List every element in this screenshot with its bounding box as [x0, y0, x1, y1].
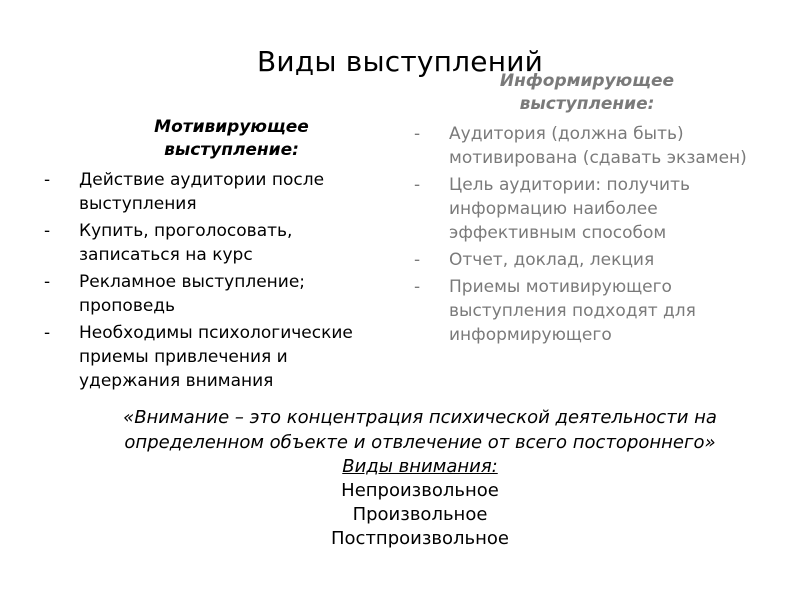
dash-bullet: - [414, 250, 421, 270]
quote-open-mark: « [123, 407, 135, 428]
list-item-text: Действие аудитории после выступления [79, 170, 325, 214]
list-item [414, 173, 754, 245]
quote-close-mark: » [704, 432, 716, 453]
attention-type-item: Произвольное [352, 504, 488, 525]
list-item [414, 275, 754, 347]
attention-definition-block [60, 405, 780, 551]
list-item-text: Рекламное выступление; проповедь [79, 272, 306, 316]
attention-types-heading: Виды внимания: [342, 456, 498, 477]
attention-definition-quote [60, 405, 780, 455]
list-item-text: Купить, проголосовать, записаться на курс [79, 221, 293, 265]
quote-text: Внимание – это концентрация психической деятельности на определенном объекте и отвлечение от всего постороннего [124, 407, 717, 453]
informing-heading-line1: Информирующее [499, 71, 675, 91]
dash-bullet: - [44, 170, 51, 190]
list-item [44, 270, 384, 318]
informing-heading-line2: выступление: [519, 94, 655, 114]
motivating-speech-list [44, 168, 384, 393]
motivating-speech-heading [44, 116, 419, 162]
dash-bullet: - [414, 124, 421, 144]
list-item [414, 122, 754, 170]
dash-bullet: - [44, 272, 51, 292]
list-item-text: Аудитория (должна быть) мотивирована (сдавать экзамен) [449, 124, 747, 168]
dash-bullet: - [414, 277, 421, 297]
motivating-speech-column [44, 116, 384, 396]
informing-speech-heading [414, 70, 760, 116]
list-item-text: Отчет, доклад, лекция [449, 250, 655, 270]
list-item [44, 168, 384, 216]
list-item-text: Цель аудитории: получить информацию наиболее эффективным способом [449, 175, 691, 243]
list-item-text: Приемы мотивирующего выступления подходят для информирующего [449, 277, 696, 345]
list-item [414, 248, 754, 272]
dash-bullet: - [44, 221, 51, 241]
list-item-text: Необходимы психологические приемы привлечения и удержания внимания [79, 323, 353, 391]
attention-type-item: Постпроизвольное [331, 528, 509, 549]
motivating-heading-line1: Мотивирующее [154, 117, 309, 137]
attention-type-item: Непроизвольное [341, 480, 499, 501]
informing-speech-list [414, 122, 754, 347]
slide-title: Виды выступлений [257, 45, 543, 78]
motivating-heading-line2: выступление: [164, 140, 299, 160]
dash-bullet: - [414, 175, 421, 195]
list-item [44, 219, 384, 267]
list-item [44, 321, 384, 393]
informing-speech-column [414, 70, 754, 350]
dash-bullet: - [44, 323, 51, 343]
